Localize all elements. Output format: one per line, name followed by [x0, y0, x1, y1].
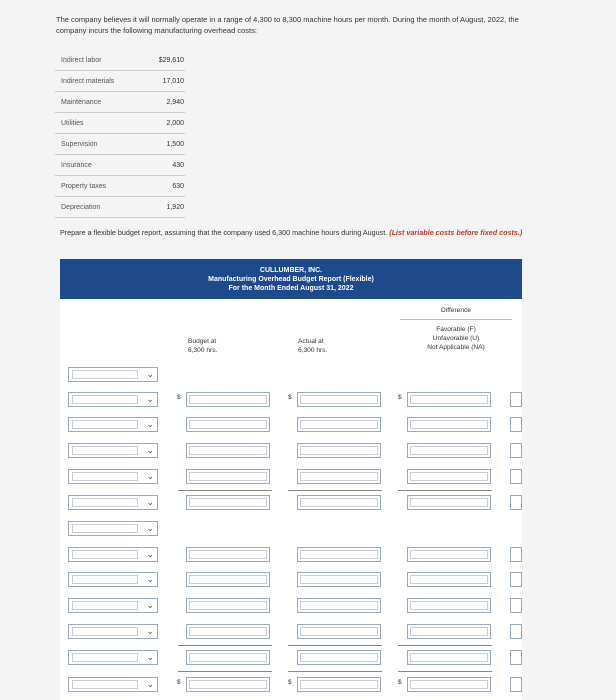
report-row: [60, 493, 522, 513]
difference-type-select[interactable]: [510, 495, 522, 510]
budget-header-line1: Budget at: [188, 338, 217, 345]
report-row: [60, 467, 522, 487]
cost-label: Utilities: [61, 119, 84, 127]
dollar-sign: $: [398, 679, 402, 686]
chevron-down-icon: ⌄: [146, 445, 154, 455]
dollar-sign: $: [177, 679, 181, 686]
cost-label: Depreciation: [61, 203, 101, 211]
difference-type-select[interactable]: [510, 650, 522, 665]
report-row: [60, 365, 522, 385]
actual-input[interactable]: [297, 495, 381, 510]
report-row: [60, 622, 522, 642]
difference-type-select[interactable]: [510, 547, 522, 562]
report-row: [60, 390, 522, 410]
difference-input[interactable]: [407, 572, 491, 587]
actual-input[interactable]: [297, 443, 381, 458]
budget-input[interactable]: [186, 495, 270, 510]
chevron-down-icon: ⌄: [146, 652, 154, 662]
chevron-down-icon: ⌄: [146, 600, 154, 610]
subtotal-rule: [178, 671, 272, 672]
chevron-down-icon: ⌄: [146, 549, 154, 559]
difference-input[interactable]: [407, 443, 491, 458]
report-row: [60, 519, 522, 539]
subtotal-rule: [178, 490, 272, 491]
cost-value: 1,500: [166, 140, 184, 148]
report-row: [60, 675, 522, 695]
actual-input[interactable]: [297, 624, 381, 639]
cost-value: 17,010: [162, 77, 184, 85]
not-applicable-label: Not Applicable (NA): [427, 344, 485, 351]
dollar-sign: $: [288, 394, 292, 401]
cost-item-select[interactable]: [68, 521, 158, 536]
difference-type-select[interactable]: [510, 417, 522, 432]
report-row: [60, 441, 522, 461]
difference-input[interactable]: [407, 547, 491, 562]
chevron-down-icon: ⌄: [146, 369, 154, 379]
cost-item-select[interactable]: [68, 572, 158, 587]
difference-type-select[interactable]: [510, 572, 522, 587]
actual-input[interactable]: [297, 650, 381, 665]
cost-value: $29,610: [158, 56, 184, 64]
cost-value: 430: [172, 161, 184, 169]
dollar-sign: $: [398, 394, 402, 401]
cost-value: 1,920: [166, 203, 184, 211]
budget-input[interactable]: [186, 598, 270, 613]
report-header: [60, 259, 522, 299]
subtotal-rule: [288, 490, 382, 491]
actual-column-header: [298, 337, 368, 355]
cost-item-select[interactable]: [68, 650, 158, 665]
cost-item-select[interactable]: [68, 469, 158, 484]
budget-input[interactable]: [186, 572, 270, 587]
cost-item-select[interactable]: [68, 392, 158, 407]
subtotal-rule: [398, 645, 492, 646]
difference-rule: [400, 319, 512, 320]
difference-input[interactable]: [407, 469, 491, 484]
cost-row: [55, 113, 185, 134]
budget-input[interactable]: [186, 392, 270, 407]
chevron-down-icon: ⌄: [146, 497, 154, 507]
budget-input[interactable]: [186, 677, 270, 692]
budget-input[interactable]: [186, 469, 270, 484]
cost-item-select[interactable]: [68, 624, 158, 639]
company-name: CULLUMBER, INC.: [259, 266, 323, 274]
cost-row: [55, 197, 185, 218]
difference-input[interactable]: [407, 650, 491, 665]
cost-row: [55, 155, 185, 176]
cost-item-select[interactable]: [68, 367, 158, 382]
report-period: For the Month Ended August 31, 2022: [228, 284, 354, 292]
chevron-down-icon: ⌄: [146, 626, 154, 636]
subtotal-rule: [398, 671, 492, 672]
budget-report: [60, 259, 522, 700]
difference-type-select[interactable]: [510, 677, 522, 692]
cost-label: Maintenance: [61, 98, 102, 106]
budget-input[interactable]: [186, 443, 270, 458]
chevron-down-icon: ⌄: [146, 523, 154, 533]
unfavorable-label: Unfavorable (U): [432, 335, 480, 342]
report-row: [60, 545, 522, 565]
cost-item-select[interactable]: [68, 547, 158, 562]
subtotal-rule: [178, 645, 272, 646]
difference-input[interactable]: [407, 677, 491, 692]
report-title: Manufacturing Overhead Budget Report (Flexible): [208, 275, 374, 283]
difference-type-select[interactable]: [510, 624, 522, 639]
cost-value: 2,000: [166, 119, 184, 127]
difference-input[interactable]: [407, 624, 491, 639]
cost-item-select[interactable]: [68, 417, 158, 432]
actual-input[interactable]: [297, 417, 381, 432]
cost-row: [55, 50, 185, 71]
problem-intro: The company believes it will normally operate in a range of 4,300 to 8,300 machine hours per month. During the month of August, 2022, the company incurs the following manufacturing overhead costs:: [56, 15, 519, 35]
difference-header: Difference: [441, 307, 471, 314]
favorable-label: Favorable (F): [436, 326, 476, 333]
cost-label: Indirect labor: [61, 56, 102, 64]
actual-input[interactable]: [297, 547, 381, 562]
cost-label: Property taxes: [61, 182, 107, 190]
instructions-emphasis: (List variable costs before fixed costs.): [389, 228, 523, 237]
dollar-sign: $: [177, 394, 181, 401]
subtotal-rule: [398, 490, 492, 491]
chevron-down-icon: ⌄: [146, 574, 154, 584]
difference-type-select[interactable]: [510, 392, 522, 407]
report-row: [60, 596, 522, 616]
cost-label: Indirect materials: [61, 77, 115, 85]
subtotal-rule: [288, 671, 382, 672]
difference-input[interactable]: [407, 598, 491, 613]
difference-input[interactable]: [407, 495, 491, 510]
difference-input[interactable]: [407, 392, 491, 407]
cost-item-select[interactable]: [68, 443, 158, 458]
dollar-sign: $: [288, 679, 292, 686]
report-row: [60, 570, 522, 590]
cost-label: Supervision: [61, 140, 98, 148]
chevron-down-icon: ⌄: [146, 394, 154, 404]
actual-input[interactable]: [297, 677, 381, 692]
budget-column-header: [188, 337, 258, 355]
cost-label: Insurance: [61, 161, 92, 169]
overhead-cost-table: [55, 50, 185, 218]
difference-legend: [401, 325, 511, 352]
budget-input[interactable]: [186, 650, 270, 665]
difference-input[interactable]: [407, 417, 491, 432]
actual-header-line1: Actual at: [298, 338, 324, 345]
difference-type-select[interactable]: [510, 469, 522, 484]
cost-item-select[interactable]: [68, 677, 158, 692]
actual-input[interactable]: [297, 469, 381, 484]
chevron-down-icon: ⌄: [146, 471, 154, 481]
actual-input[interactable]: [297, 572, 381, 587]
instructions: [60, 228, 530, 238]
cost-item-select[interactable]: [68, 495, 158, 510]
difference-type-select[interactable]: [510, 598, 522, 613]
budget-header-line2: 6,300 hrs.: [188, 347, 218, 354]
chevron-down-icon: ⌄: [146, 419, 154, 429]
cost-row: [55, 92, 185, 113]
actual-header-line2: 6,300 hrs.: [298, 347, 328, 354]
cost-item-select[interactable]: [68, 598, 158, 613]
budget-input[interactable]: [186, 417, 270, 432]
cost-row: [55, 71, 185, 92]
chevron-down-icon: ⌄: [146, 679, 154, 689]
budget-input[interactable]: [186, 547, 270, 562]
actual-input[interactable]: [297, 392, 381, 407]
subtotal-rule: [288, 645, 382, 646]
actual-input[interactable]: [297, 598, 381, 613]
report-row: [60, 415, 522, 435]
cost-value: 2,940: [166, 98, 184, 106]
budget-input[interactable]: [186, 624, 270, 639]
report-row: [60, 648, 522, 668]
cost-row: [55, 134, 185, 155]
cost-row: [55, 176, 185, 197]
cost-value: 630: [172, 182, 184, 190]
instructions-text: Prepare a flexible budget report, assuming that the company used 6,300 machine hours during August.: [60, 228, 388, 237]
difference-type-select[interactable]: [510, 443, 522, 458]
